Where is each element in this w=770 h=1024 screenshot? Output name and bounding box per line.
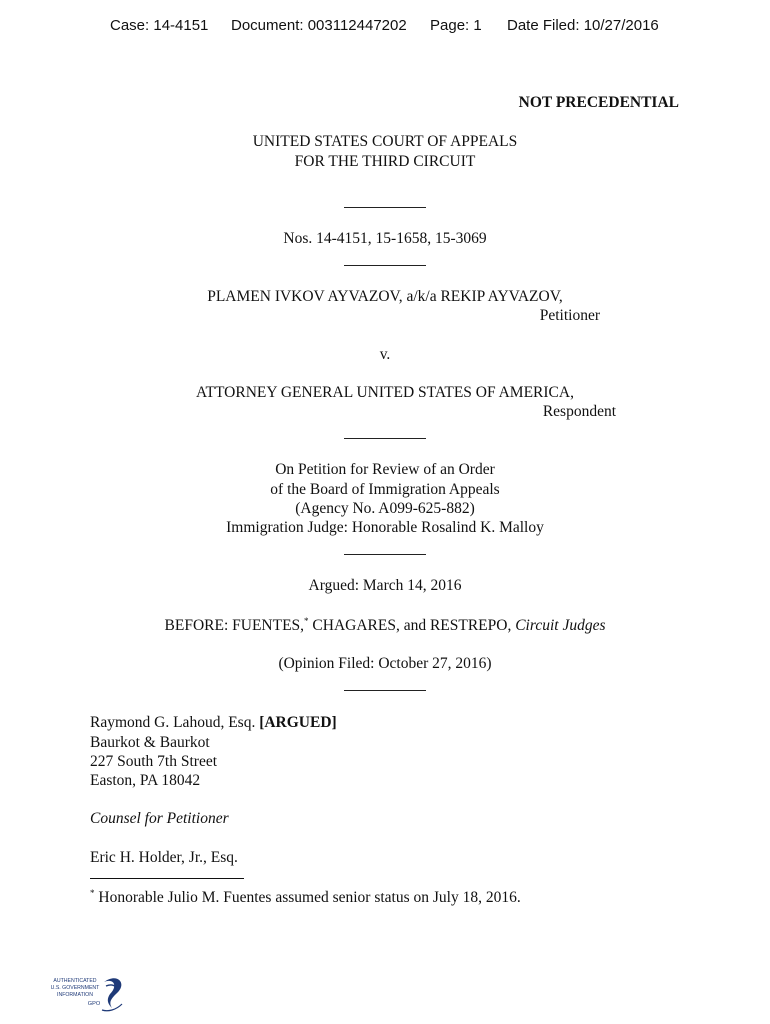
argued-tag: [ARGUED] bbox=[259, 714, 337, 731]
respondent-role: Respondent bbox=[542, 403, 616, 420]
header-page-number: Page: 1 bbox=[430, 17, 482, 34]
separator-rule bbox=[344, 265, 426, 266]
panel-title: Circuit Judges bbox=[515, 617, 606, 634]
footnote-marker: * bbox=[90, 888, 95, 898]
respondent-counsel-name: Eric H. Holder, Jr., Esq. bbox=[90, 849, 238, 866]
argued-date: Argued: March 14, 2016 bbox=[308, 577, 462, 594]
footnote-marker: * bbox=[304, 616, 309, 626]
header-document-number: Document: 003112447202 bbox=[231, 17, 407, 34]
panel-judges bbox=[0, 618, 770, 634]
counsel-name: Raymond G. Lahoud, Esq. bbox=[90, 714, 260, 731]
versus: v. bbox=[379, 346, 391, 363]
footnote-rule bbox=[90, 878, 244, 879]
svg-text:INFORMATION: INFORMATION bbox=[57, 992, 93, 998]
counsel-street: 227 South 7th Street bbox=[90, 753, 218, 770]
separator-rule bbox=[344, 554, 426, 555]
footnote-text: Honorable Julio M. Fuentes assumed senior status on July 18, 2016. bbox=[94, 889, 521, 906]
gpo-authentication-seal bbox=[42, 974, 128, 1018]
petitioner-counsel-name bbox=[90, 715, 337, 731]
petition-line-2: of the Board of Immigration Appeals bbox=[270, 481, 500, 498]
agency-number: (Agency No. A099-625-882) bbox=[295, 500, 475, 517]
panel-prefix: BEFORE: FUENTES, bbox=[164, 617, 305, 634]
footnote bbox=[90, 890, 521, 906]
separator-rule bbox=[344, 207, 426, 208]
petitioner-name: PLAMEN IVKOV AYVAZOV, a/k/a REKIP AYVAZOV, bbox=[207, 288, 563, 305]
separator-rule bbox=[344, 438, 426, 439]
petition-line-1: On Petition for Review of an Order bbox=[275, 461, 495, 478]
immigration-judge: Immigration Judge: Honorable Rosalind K. Malloy bbox=[226, 519, 544, 536]
svg-text:GPO: GPO bbox=[87, 1001, 101, 1007]
counsel-city: Easton, PA 18042 bbox=[90, 772, 201, 789]
separator-rule bbox=[344, 690, 426, 691]
petitioner-role: Petitioner bbox=[539, 307, 600, 324]
counsel-firm: Baurkot & Baurkot bbox=[90, 734, 210, 751]
counsel-role: Counsel for Petitioner bbox=[90, 810, 229, 827]
court-name-line-1: UNITED STATES COURT OF APPEALS bbox=[252, 133, 518, 150]
respondent-name: ATTORNEY GENERAL UNITED STATES OF AMERICA, bbox=[196, 384, 574, 401]
panel-rest: CHAGARES, and RESTREPO, bbox=[308, 617, 516, 634]
header-date-filed: Date Filed: 10/27/2016 bbox=[507, 17, 659, 34]
precedential-status: NOT PRECEDENTIAL bbox=[518, 94, 679, 111]
header-case-number: Case: 14-4151 bbox=[110, 17, 209, 34]
opinion-filed-date: (Opinion Filed: October 27, 2016) bbox=[278, 655, 492, 672]
svg-text:AUTHENTICATED: AUTHENTICATED bbox=[53, 978, 97, 984]
case-numbers: Nos. 14-4151, 15-1658, 15-3069 bbox=[283, 230, 487, 247]
svg-text:U.S. GOVERNMENT: U.S. GOVERNMENT bbox=[50, 985, 100, 991]
court-name-line-2: FOR THE THIRD CIRCUIT bbox=[294, 153, 476, 170]
